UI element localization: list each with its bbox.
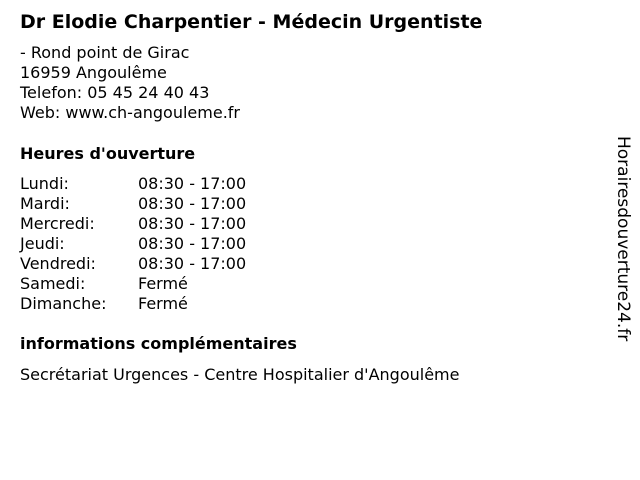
address-block [20, 43, 240, 123]
hours-row-wednesday [20, 214, 246, 234]
hours-row-sunday [20, 294, 246, 314]
city: 16959 Angoulême [20, 63, 167, 82]
day-label: Jeudi: [20, 234, 65, 253]
time-value: 08:30 - 17:00 [138, 174, 247, 193]
opening-hours-table [20, 174, 246, 314]
time-value: 08:30 - 17:00 [138, 234, 247, 253]
hours-row-friday [20, 254, 246, 274]
hours-row-thursday [20, 234, 246, 254]
day-label: Mardi: [20, 194, 70, 213]
time-value: Fermé [138, 294, 188, 313]
hours-row-saturday [20, 274, 246, 294]
day-label: Samedi: [20, 274, 86, 293]
day-label: Dimanche: [20, 294, 107, 313]
day-label: Vendredi: [20, 254, 96, 273]
additional-info-heading: informations complémentaires [20, 334, 297, 353]
time-value: 08:30 - 17:00 [138, 214, 247, 233]
day-label: Lundi: [20, 174, 69, 193]
phone-number: Telefon: 05 45 24 40 43 [20, 83, 210, 102]
additional-info-text: Secrétariat Urgences - Centre Hospitalier d'Angoulême [20, 365, 460, 384]
website-link: Web: www.ch-angouleme.fr [20, 103, 240, 122]
hours-row-monday [20, 174, 246, 194]
time-value: 08:30 - 17:00 [138, 254, 247, 273]
site-watermark: Horairesdouverture24.fr [613, 136, 633, 342]
opening-hours-heading: Heures d'ouverture [20, 144, 196, 163]
street-address: - Rond point de Girac [20, 43, 190, 62]
day-label: Mercredi: [20, 214, 95, 233]
hours-row-tuesday [20, 194, 246, 214]
time-value: Fermé [138, 274, 188, 293]
page-title: Dr Elodie Charpentier - Médecin Urgentiste [20, 11, 483, 33]
time-value: 08:30 - 17:00 [138, 194, 247, 213]
